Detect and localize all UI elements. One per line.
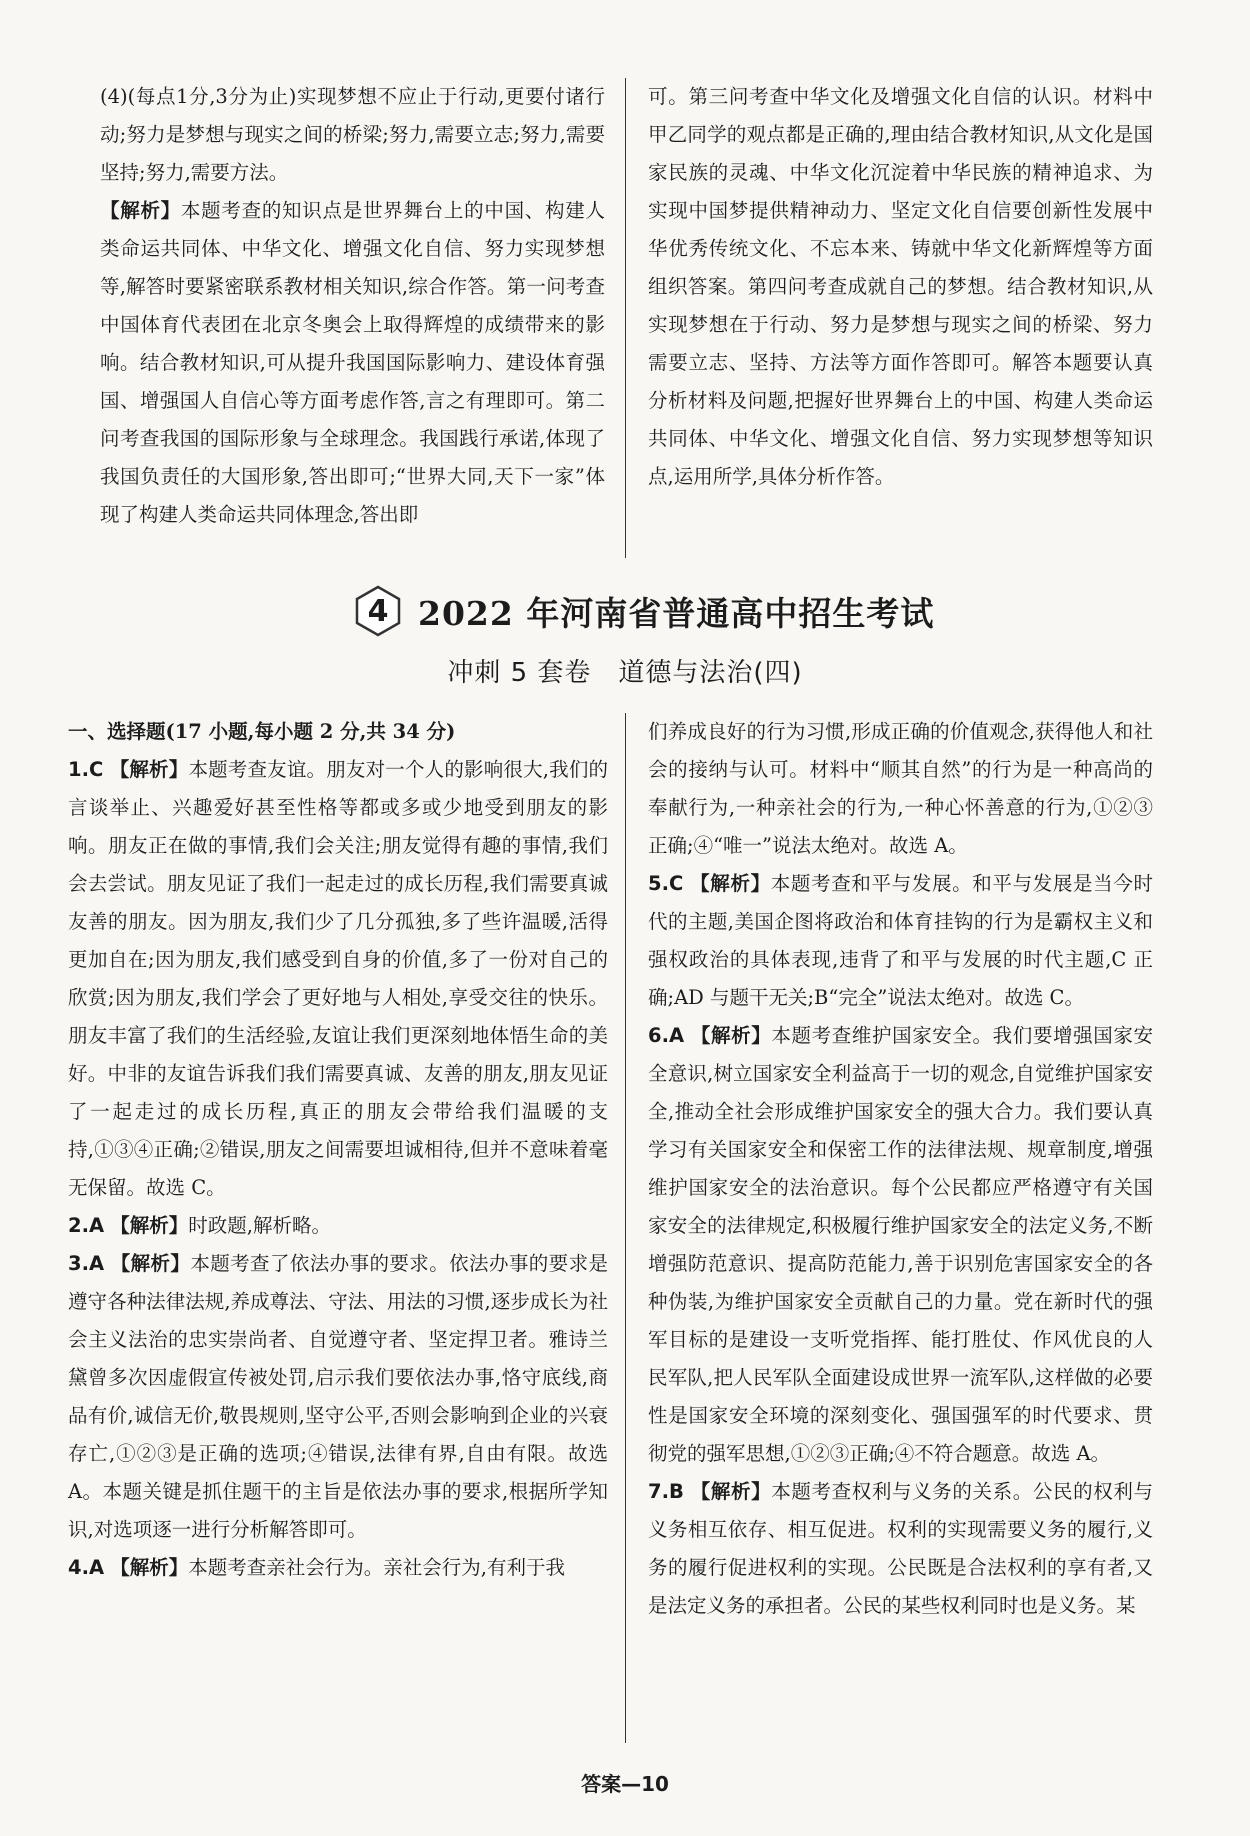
question-item: 4.A 【解析】本题考查亲社会行为。亲社会行为,有利于我 (68, 1556, 565, 1579)
bottom-left-column (68, 713, 608, 1587)
analysis-paragraph (100, 192, 605, 534)
page-footer: 答案—10 (581, 1772, 669, 1796)
section-title: 2022 年河南省普通高中招生考试 (418, 594, 935, 633)
analysis-tag: 【解析】 (100, 199, 181, 222)
section-subtitle: 冲刺 5 套卷 道德与法治(四) (447, 658, 803, 688)
answer-4-text: (4)(每点1分,3分为止)实现梦想不应止于行动,更要付诸行动;努力是梦想与现实之间的桥梁;努力,需要立志;努力,需要坚持;努力,需要方法。 (100, 85, 605, 184)
column-divider-top (625, 78, 626, 558)
analysis-text: 本题考查的知识点是世界舞台上的中国、构建人类命运共同体、中华文化、增强文化自信、努力实现梦想等,解答时要紧密联系教材相关知识,综合作答。第一问考查中国体育代表团在北京冬奥会上取得辉煌的成绩带来的影响。结合教材知识,可从提升我国国际影响力、建设体育强国、增强国人自信心等方面考虑作答,言之有理即可。第二问考查我国的国际形象与全球理念。我国践行承诺,体现了我国负责任的大国形象,答出即可;“世界大同,天下一家”体现了构建人类命运共同体理念,答出即 (100, 199, 605, 526)
analysis-continued-text: 可。第三问考查中华文化及增强文化自信的认识。材料中甲乙同学的观点都是正确的,理由结合教材知识,从文化是国家民族的灵魂、中华文化沉淀着中华民族的精神追求、为实现中国梦提供精神动力、坚定文化自信要创新性发展中华优秀传统文化、不忘本来、铸就中华文化新辉煌等方面组织答案。第四问考查成就自己的梦想。结合教材知识,从实现梦想在于行动、努力是梦想与现实之间的桥梁、努力需要立志、坚持、方法等方面作答即可。解答本题要认真分析材料及问题,把握好世界舞台上的中国、构建人类命运共同体、中华文化、增强文化自信、努力实现梦想等知识点,运用所学,具体分析作答。 (648, 85, 1153, 488)
section-number-badge (352, 585, 404, 637)
question-item: 7.B 【解析】本题考查权利与义务的关系。公民的权利与义务相互依存、相互促进。权利的实现需要义务的履行,义务的履行促进权利的实现。公民既是合法权利的享有者,又是法定义务的承担者。公民的某些权利同时也是义务。某 (648, 1480, 1153, 1617)
question-item: 3.A 【解析】本题考查了依法办事的要求。依法办事的要求是遵守各种法律法规,养成尊法、守法、用法的习惯,逐步成长为社会主义法治的忠实崇尚者、自觉遵守者、坚定捍卫者。雅诗兰黛曾多次因虚假宣传被处罚,启示我们要依法办事,恪守底线,商品有价,诚信无价,敬畏规则,坚守公平,否则会影响到企业的兴衰存亡,①②③是正确的选项;④错误,法律有界,自由有限。故选 A。本题关键是抓住题干的主旨是依法办事的要求,根据所学知识,对选项逐一进行分析解答即可。 (68, 1252, 608, 1541)
section-number: 4 (367, 593, 389, 629)
question-item: 2.A 【解析】时政题,解析略。 (68, 1214, 331, 1237)
question-item: 5.C 【解析】本题考查和平与发展。和平与发展是当今时代的主题,美国企图将政治和体育挂钩的行为是霸权主义和强权政治的具体表现,违背了和平与发展的时代主题,C 正确;AD 与题干无关;B“完全”说法太绝对。故选 C。 (648, 872, 1153, 1009)
question-item: 们养成良好的行为习惯,形成正确的价值观念,获得他人和社会的接纳与认可。材料中“顺其自然”的行为是一种高尚的奉献行为,一种亲社会的行为,一种心怀善意的行为,①②③正确;④“唯一”说法太绝对。故选 A。 (648, 720, 1153, 857)
question-item: 1.C 【解析】本题考查友谊。朋友对一个人的影响很大,我们的言谈举止、兴趣爱好甚至性格等都或多或少地受到朋友的影响。朋友正在做的事情,我们会关注;朋友觉得有趣的事情,我们会去尝试。朋友见证了我们一起走过的成长历程,我们需要真诚友善的朋友。因为朋友,我们少了几分孤独,多了些许温暖,活得更加自在;因为朋友,我们感受到自身的价值,多了一份对自己的欣赏;因为朋友,我们学会了更好地与人相处,享受交往的快乐。朋友丰富了我们的生活经验,友谊让我们更深刻地体悟生命的美好。中非的友谊告诉我们我们需要真诚、友善的朋友,朋友见证了一起走过的成长历程,真正的朋友会带给我们温暖的支持,①③④正确;②错误,朋友之间需要坦诚相待,但并不意味着毫无保留。故选 C。 (68, 758, 608, 1199)
question-item: 6.A 【解析】本题考查维护国家安全。我们要增强国家安全意识,树立国家安全利益高于一切的观念,自觉维护国家安全,推动全社会形成维护国家安全的强大合力。我们要认真学习有关国家安全和保密工作的法律法规、规章制度,增强维护国家安全的法治意识。每个公民都应严格遵守有关国家安全的法律规定,积极履行维护国家安全的法定义务,不断增强防范意识、提高防范能力,善于识别危害国家安全的各种伪装,为维护国家安全贡献自己的力量。党在新时代的强军目标的是建设一支听党指挥、能打胜仗、作风优良的人民军队,把人民军队全面建设成世界一流军队,这样做的必要性是国家安全环境的深刻变化、强国强军的时代要求、贯彻党的强军思想,①②③正确;④不符合题意。故选 A。 (648, 1024, 1153, 1465)
bottom-right-column (648, 713, 1153, 1625)
top-left-column (100, 78, 605, 534)
column-divider-bottom (625, 713, 626, 1743)
part-heading: 一、选择题(17 小题,每小题 2 分,共 34 分) (68, 720, 456, 743)
top-right-column (648, 78, 1153, 496)
